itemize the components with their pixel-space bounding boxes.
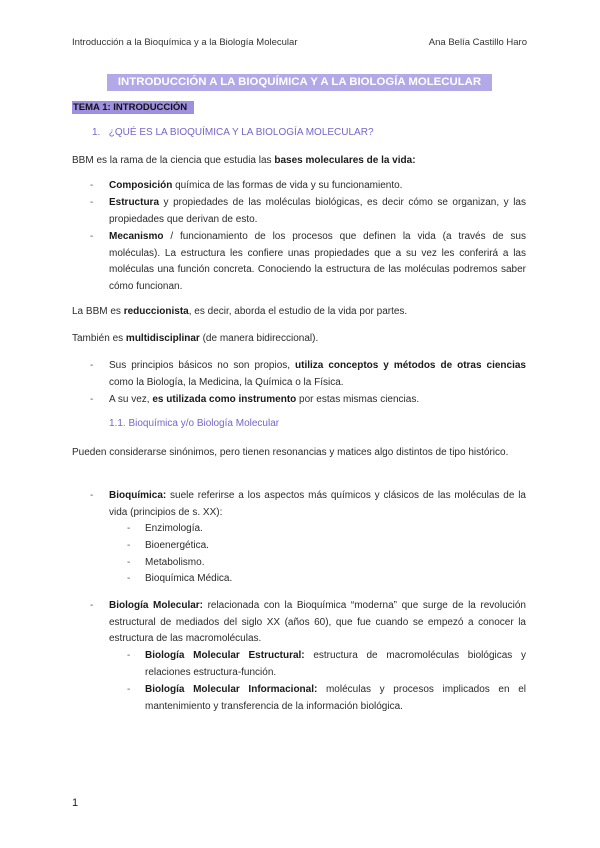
list-item-text: por estas mismas ciencias. xyxy=(296,394,420,405)
list-dash: - xyxy=(90,600,94,611)
para-text: (de manera bidireccional). xyxy=(199,333,319,344)
list-dash: - xyxy=(127,684,131,695)
list-item-bold: Bioquímica: xyxy=(109,490,167,501)
list-dash: - xyxy=(90,360,94,371)
list-dash: - xyxy=(127,523,131,534)
list-item-bold: Estructura xyxy=(109,197,160,208)
para-bold: reduccionista xyxy=(123,306,189,317)
sub-list-item-text: estructura de macromoléculas biológicas y relaciones estructura-función. xyxy=(145,650,526,678)
sub-list-item-text: moléculas y procesos implicados en el mantenimiento y transferencia de la información biológica. xyxy=(145,684,526,712)
list-item-text: Sus principios básicos no son propios, xyxy=(109,360,296,371)
para-text: La BBM es xyxy=(72,306,124,317)
section-number: 1. xyxy=(92,127,101,138)
synonyms-paragraph: Pueden considerarse sinónimos, pero tienen resonancias y matices algo distintos de tipo histórico. xyxy=(72,447,509,458)
list-item-text: como la Biología, la Medicina, la Química o la Física. xyxy=(109,376,344,388)
main-title: INTRODUCCIÓN A LA BIOQUÍMICA Y A LA BIOLOGÍA MOLECULAR xyxy=(107,74,492,91)
list-item-bold: utiliza conceptos y métodos de otras ciencias xyxy=(295,360,526,371)
list-dash: - xyxy=(90,490,94,501)
list-item-text: / funcionamiento de los procesos que definen la vida (a través de sus moléculas). La estructura les confiere unas propiedades que a su vez les conferirá a las moléculas una función concreta. Conociendo la estructura de las moléculas podremos saber cómo funcionan. xyxy=(109,231,526,292)
list-dash: - xyxy=(127,540,131,551)
bbm-definition xyxy=(72,153,527,170)
section-title: ¿QUÉ ES LA BIOQUÍMICA Y LA BIOLOGÍA MOLECULAR? xyxy=(108,127,374,138)
sub-list-item-bold: Biología Molecular Informacional: xyxy=(145,684,318,695)
list-dash: - xyxy=(90,180,94,191)
sub-list-item-text: Bioenergética. xyxy=(145,540,209,551)
header-doc-title: Introducción a la Bioquímica y a la Biología Molecular xyxy=(72,37,298,48)
sub-list-item-text: Enzimología. xyxy=(145,523,203,534)
para-bold: multidisciplinar xyxy=(125,333,200,344)
multidisciplinar-paragraph xyxy=(72,331,527,348)
section-1-heading xyxy=(92,127,374,138)
list-item-text: química de las formas de vida y su funcionamiento. xyxy=(172,180,403,191)
list-item-text: A su vez, xyxy=(109,394,153,405)
list-item-bold: Composición xyxy=(109,180,173,191)
bbm-definition-bold: bases moleculares de la vida: xyxy=(274,155,416,166)
list-item-text: relacionada con la Bioquímica “moderna” que surge de la revolución estructural de mediados del siglo XX (años 60), que fue cuando se empezó a conocer la estructura de las macromoléculas. xyxy=(109,600,526,644)
sub-list-item-bold: Biología Molecular Estructural: xyxy=(145,650,305,661)
list-item-bold: Biología Molecular: xyxy=(109,600,204,611)
sub-list-item-text: Bioquímica Médica. xyxy=(145,573,233,584)
bbm-definition-text: BBM es la rama de la ciencia que estudia las xyxy=(72,155,275,166)
list-item-text: y propiedades de las moléculas biológicas, es decir cómo se organizan, y las propiedades que derivan de esto. xyxy=(109,197,526,225)
list-item-bold: Mecanismo xyxy=(109,231,164,242)
list-dash: - xyxy=(90,394,94,405)
reduccionista-paragraph xyxy=(72,304,527,321)
tema-heading: TEMA 1: INTRODUCCIÓN xyxy=(72,101,194,114)
section-1-1-heading: 1.1. Bioquímica y/o Biología Molecular xyxy=(109,418,280,429)
list-dash: - xyxy=(90,197,94,208)
list-dash: - xyxy=(127,573,131,584)
para-text: , es decir, aborda el estudio de la vida por partes. xyxy=(188,306,408,317)
sub-list-item-text: Metabolismo. xyxy=(145,557,205,568)
page-number: 1 xyxy=(72,797,79,809)
para-text: También es xyxy=(72,333,126,344)
list-dash: - xyxy=(127,557,131,568)
header-author: Ana Belía Castillo Haro xyxy=(428,37,527,48)
list-dash: - xyxy=(127,650,131,661)
list-item-text: suele referirse a los aspectos más químicos y clásicos de las moléculas de la vida (principios de s. XX): xyxy=(109,490,526,518)
list-item-bold: es utilizada como instrumento xyxy=(152,394,297,405)
list-dash: - xyxy=(90,231,94,242)
